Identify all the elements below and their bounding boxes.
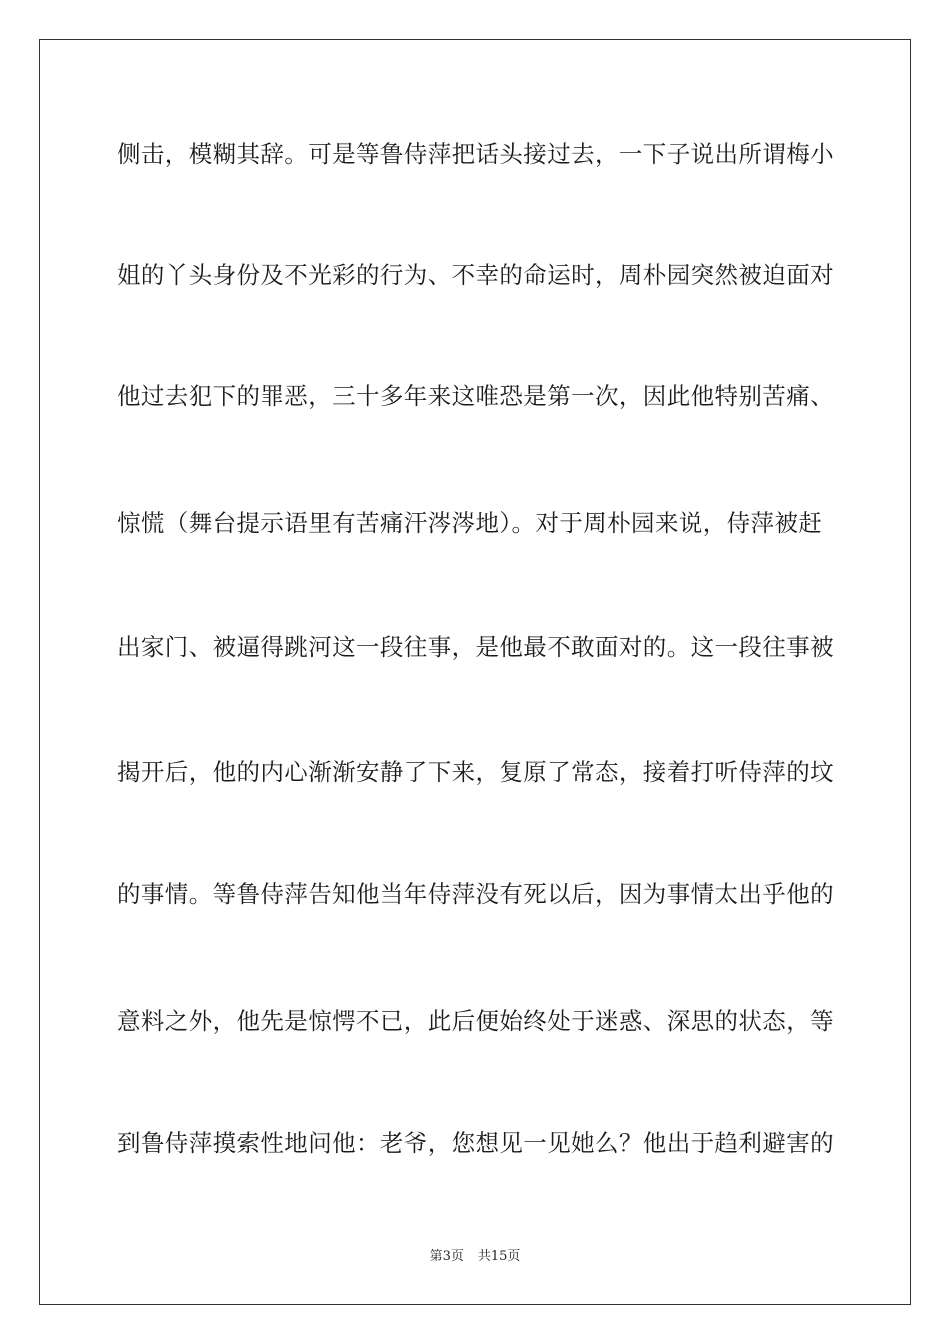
text-line: 意料之外，他先是惊愕不已，此后便始终处于迷惑、深思的状态，等 <box>117 1007 834 1035</box>
text-line: 姐的丫头身份及不光彩的行为、不幸的命运时，周朴园突然被迫面对 <box>117 261 834 289</box>
text-line: 惊慌（舞台提示语里有苦痛汗涔涔地）。对于周朴园来说，侍萍被赶 <box>117 509 823 537</box>
page-number: 第3页 <box>429 1249 464 1264</box>
text-line: 的事情。等鲁侍萍告知他当年侍萍没有死以后，因为事情太出乎他的 <box>117 880 834 908</box>
page-border <box>39 39 911 1305</box>
page-total: 共15页 <box>477 1249 521 1264</box>
text-line: 他过去犯下的罪恶，三十多年来这唯恐是第一次，因此他特别苦痛、 <box>117 382 834 410</box>
text-line: 揭开后，他的内心渐渐安静了下来，复原了常态，接着打听侍萍的坟 <box>117 758 834 786</box>
text-line: 到鲁侍萍摸索性地问他：老爷，您想见一见她么？他出于趋利避害的 <box>117 1129 834 1157</box>
text-line: 出家门、被逼得跳河这一段往事，是他最不敢面对的。这一段往事被 <box>117 633 834 661</box>
text-line: 侧击，模糊其辞。可是等鲁侍萍把话头接过去，一下子说出所谓梅小 <box>117 140 834 168</box>
page-footer <box>0 1245 950 1264</box>
